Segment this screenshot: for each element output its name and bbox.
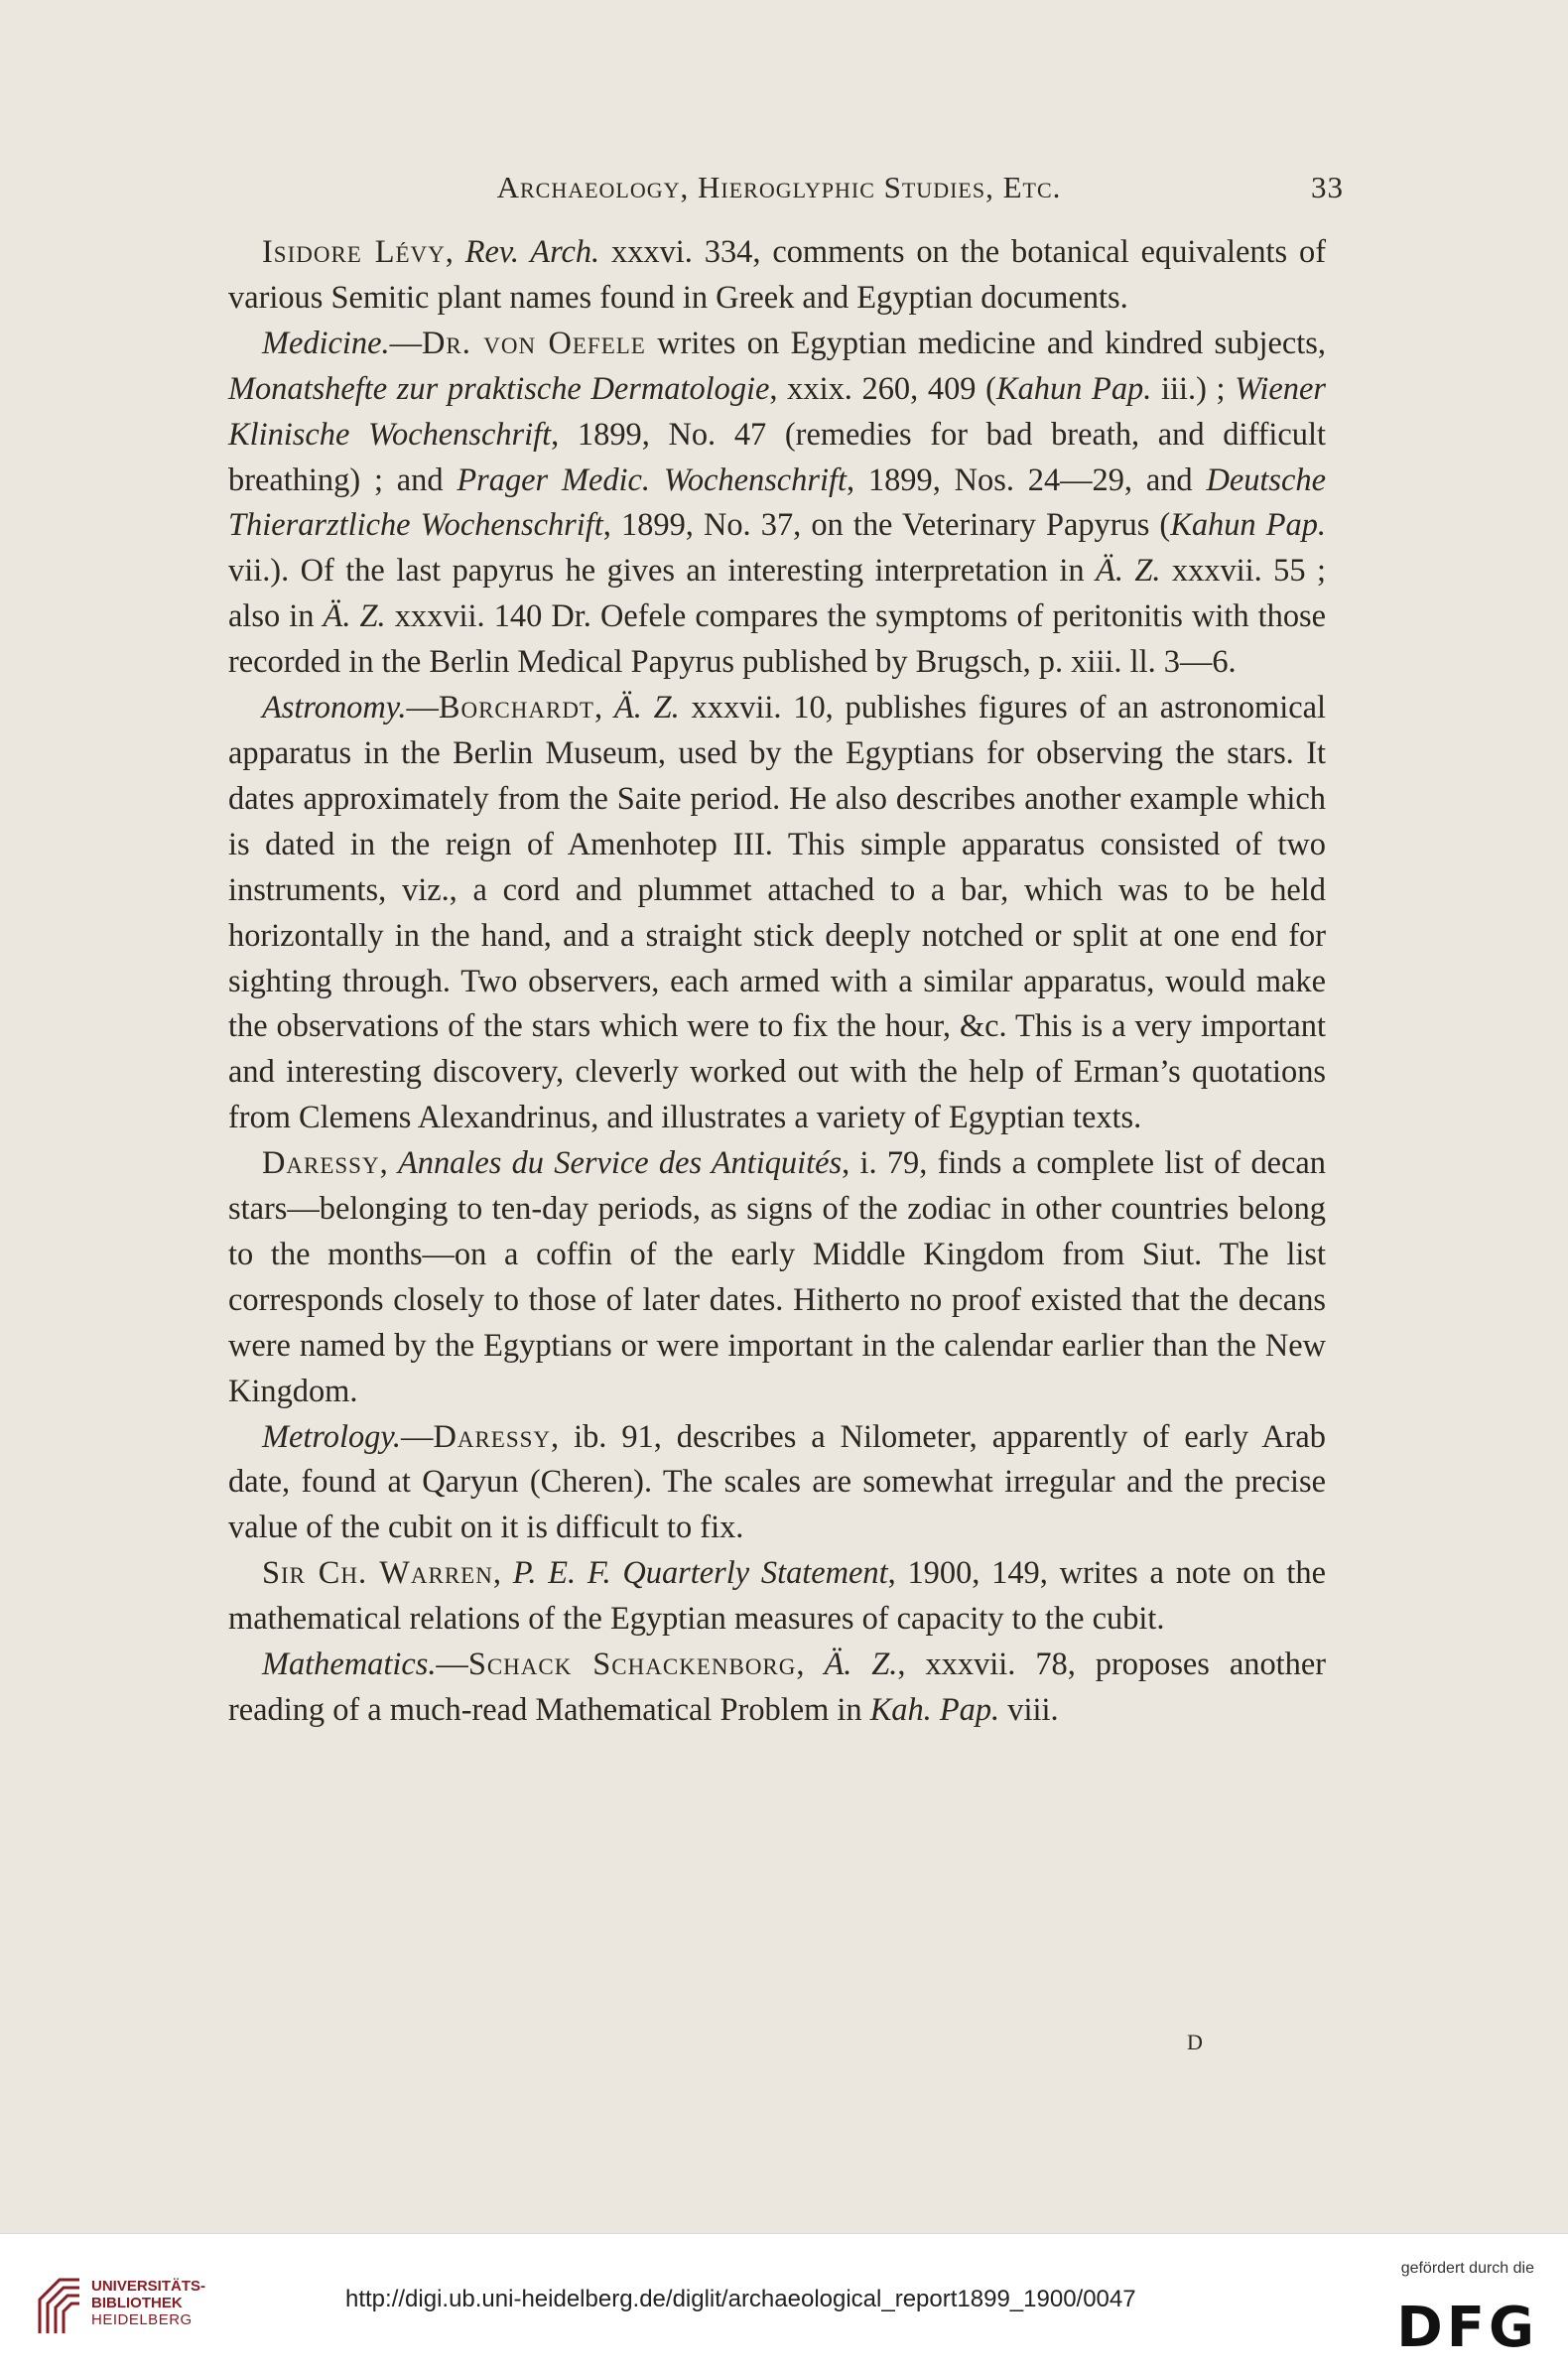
italic-run: Kahun Pap. [1170, 507, 1327, 544]
text-run: — [401, 1418, 434, 1455]
running-head [228, 170, 1344, 213]
italic-run: Kah. Pap. [869, 1692, 1000, 1728]
text-run: — [389, 325, 422, 361]
text-run: , [379, 1145, 398, 1182]
text-run: , [445, 234, 465, 270]
digitization-footer [0, 2233, 1568, 2371]
italic-run: Kahun Pap. [995, 370, 1152, 407]
italic-run: Astronomy. [262, 690, 407, 726]
funded-by-label: gefördert durch die [1400, 2260, 1534, 2277]
italic-run: Wiener Klinische Wochenschrift [228, 370, 1326, 453]
text-run: xxxvii. 140 Dr. Oefele compares the symptoms of peritonitis with those recorded in the Berlin Medical Papyrus published by Brugsch, p. xiii. ll. 3—6. [228, 598, 1326, 681]
body-text [228, 230, 1326, 1734]
italic-run: Rev. Arch. [464, 234, 600, 270]
text-run: , [796, 1647, 825, 1683]
italic-run: P. E. F. Quarterly Statement [512, 1555, 888, 1592]
small-caps-run: Dr. von Oefele [422, 325, 646, 361]
running-title: Archaeology, Hieroglyphic Studies, Etc. [496, 170, 1062, 204]
library-name-line-1: UNIVERSITÄTS- [91, 2278, 206, 2295]
text-run: , xxxvii. 78, proposes another reading of a much-read Mathematical Problem in [228, 1647, 1327, 1728]
text-run: — [436, 1647, 468, 1683]
text-run: , i. 79, finds a complete list of decan stars—belonging to ten-day periods, as signs of the zodiac in other countries belong to the months—on a coffin of the early Middle Kingdom from Siut. The list corresponds closely to those of later dates. Hitherto no proof existed that the decans were named by the Egyptians or were important in the calendar earlier than the New Kingdom. [228, 1145, 1326, 1409]
text-run: writes on Egyptian medicine and kindred subjects, [645, 325, 1326, 361]
text-run: , [593, 690, 614, 726]
text-run: , 1899, Nos. 24—29, and [846, 461, 1207, 498]
text-run: viii. [999, 1692, 1059, 1728]
small-caps-run: Schack Schackenborg [467, 1647, 797, 1683]
text-run: , 1899, No. 47 (remedies for bad breath, and difficult breathing) ; and [228, 416, 1326, 498]
library-name [91, 2278, 205, 2328]
text-run: xxxvii. 55 ; also in [228, 553, 1326, 635]
small-caps-run: Sir Ch. Warren [262, 1555, 493, 1592]
italic-run: Ä. Z. [824, 1647, 898, 1683]
italic-run: Deutsche Thierarztliche Wochenschrift [228, 461, 1326, 544]
text-run: iii.) ; [1151, 370, 1236, 407]
italic-run: Medicine. [262, 325, 390, 361]
permalink-url[interactable]: http://digi.ub.uni-heidelberg.de/diglit/archaeological_report1899_1900/0047 [345, 2286, 1136, 2312]
page-number: 33 [1311, 170, 1344, 204]
italic-run: Ä. Z. [613, 690, 680, 726]
small-caps-run: Isidore Lévy [262, 234, 446, 270]
text-run: , ib. 91, describes a Nilometer, apparently of early Arab date, found at Qaryun (Cheren). The scales are somewhat irregular and the precise value of the cubit on it is difficult to fix. [228, 1418, 1326, 1546]
paragraph [228, 1415, 1326, 1552]
text-run: , xxix. 260, 409 ( [769, 370, 996, 407]
italic-run: Metrology. [262, 1418, 402, 1455]
library-name-line-2: BIBLIOTHEK [91, 2295, 183, 2311]
text-run: , [492, 1555, 513, 1592]
text-run: xxxvii. 10, publishes figures of an astronomical apparatus in the Berlin Museum, used by the Egyptians for observing the stars. It dates approximately from the Saite period. He also describes another example which is dated in the reign of Amenhotep III. This simple apparatus consisted of two instruments, viz., a cord and plummet attached to a bar, which was to be held horizontally in the hand, and a straight stick deeply notched or split at one end for sighting through. Two observers, each armed with a similar apparatus, would make the observations of the stars which were to fix the hour, &c. This is a very important and interesting discovery, cleverly worked out with the help of Erman’s quotations from Clemens Alexandrinus, and illustrates a variety of Egyptian texts. [228, 690, 1327, 1136]
signature-mark: D [1187, 2030, 1203, 2054]
text-run: , 1900, 149, writes a note on the mathematical relations of the Egyptian measures of capacity to the cubit. [228, 1555, 1326, 1638]
paragraph [228, 1141, 1326, 1414]
italic-run: Ä. Z. [323, 598, 386, 635]
paragraph [228, 686, 1326, 1141]
library-logo-icon [34, 2270, 85, 2339]
small-caps-run: Daressy [262, 1145, 380, 1182]
paragraph [228, 322, 1326, 686]
text-run: — [406, 690, 439, 726]
text-run: vii.). Of the last papyrus he gives an interesting interpretation in [228, 553, 1097, 590]
text-run: xxxvi. 334, comments on the botanical equivalents of various Semitic plant names found in Greek and Egyptian documents. [228, 234, 1327, 316]
paragraph [228, 1551, 1326, 1643]
paragraph [228, 230, 1326, 322]
small-caps-run: Borchardt [438, 690, 594, 726]
small-caps-run: Daressy [433, 1418, 552, 1455]
italic-run: Mathematics. [262, 1647, 437, 1683]
library-name-line-3: HEIDELBERG [91, 2311, 193, 2328]
italic-run: Monatshefte zur praktische Dermatologie [228, 370, 770, 407]
italic-run: Annales du Service des Antiquités [397, 1145, 843, 1182]
italic-run: Ä. Z. [1096, 553, 1161, 590]
paragraph [228, 1643, 1326, 1734]
italic-run: Prager Medic. Wochenschrift [457, 461, 847, 498]
dfg-logo: DFG [1396, 2296, 1538, 2360]
text-run: , 1899, No. 37, on the Veterinary Papyrus ( [602, 507, 1171, 544]
